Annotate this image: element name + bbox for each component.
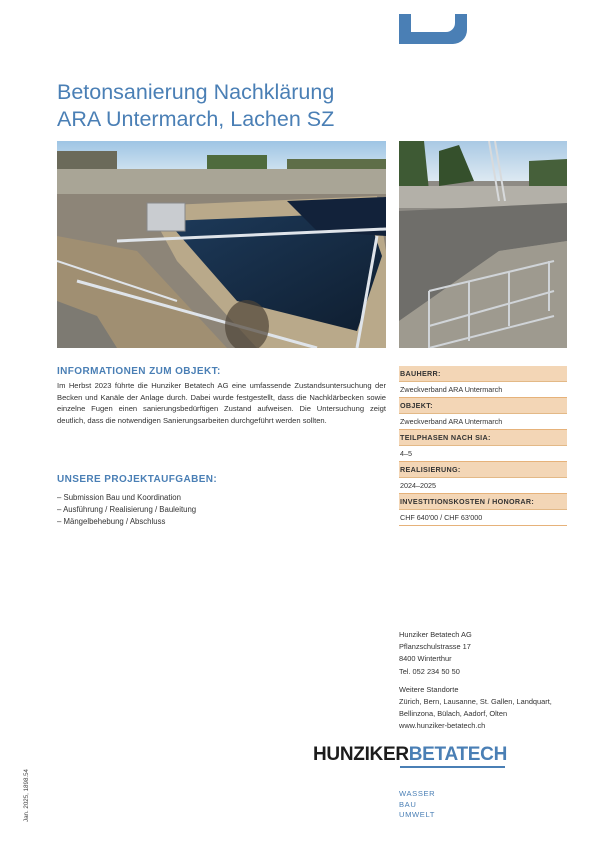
- brand-tab-mark: [399, 14, 467, 44]
- fact-label-teilphasen: TEILPHASEN NACH SIA:: [399, 430, 567, 446]
- website-link[interactable]: www.hunziker-betatech.ch: [399, 721, 486, 731]
- service-environment: UMWELT: [399, 810, 435, 820]
- contact-city: 8400 Winterthur: [399, 654, 452, 664]
- logo-part-hunziker: HUNZIKER: [313, 744, 409, 765]
- logo-part-betatech: BETATECH: [408, 744, 507, 765]
- locations-line1: Zürich, Bern, Lausanne, St. Gallen, Landquart,: [399, 697, 552, 707]
- contact-block: [399, 629, 569, 733]
- fact-label-bauherr: BAUHERR:: [399, 366, 567, 382]
- project-facts-table: [399, 366, 567, 526]
- locations-line2: Bellinzona, Bülach, Aadorf, Olten: [399, 709, 508, 719]
- page-title: [57, 79, 477, 133]
- list-item: – Submission Bau und Koordination: [57, 493, 181, 502]
- fact-value-kosten: CHF 640'00 / CHF 63'000: [399, 510, 567, 526]
- locations-heading: Weitere Standorte: [399, 684, 459, 694]
- service-construction: BAU: [399, 799, 417, 809]
- company-logo: [313, 744, 507, 766]
- service-water: WASSER: [399, 789, 436, 798]
- fact-label-objekt: OBJEKT:: [399, 398, 567, 414]
- contact-street: Pflanzschulstrasse 17: [399, 642, 471, 652]
- fact-value-teilphasen: 4–5: [399, 446, 567, 462]
- list-item: – Ausführung / Realisierung / Bauleitung: [57, 505, 197, 515]
- photo-empty-basin-scaffold: [399, 141, 567, 348]
- page-title-line1: Betonsanierung Nachklärung: [57, 80, 335, 104]
- document-code: Jan. 2025, 1898.54: [23, 769, 30, 822]
- fact-value-realisierung: 2024–2025: [399, 478, 567, 494]
- tasks-heading: UNSERE PROJEKTAUFGABEN:: [57, 474, 218, 485]
- contact-phone: Tel. 052 234 50 50: [399, 666, 460, 676]
- logo-underline: [400, 766, 505, 768]
- info-text: Im Herbst 2023 führte die Hunziker Betatech AG eine umfassende Zustandsuntersuchung der Becken und Kanäle der Anlage durch. Dabei wurde festgestellt, dass die Nachklärbecken sowie einzelne Fugen einen sanierungsbedürftigen Zustand aufweisen. Die Untersuchung zeigt deutlich, dass die notwendigen Sanierungsarbeiten durchgeführt werden sollten.: [57, 381, 386, 425]
- fact-value-objekt: Zweckverband ARA Untermarch: [399, 414, 567, 430]
- list-item: – Mängelbehebung / Abschluss: [57, 517, 166, 527]
- services-list: [399, 789, 435, 821]
- info-heading: INFORMATIONEN ZUM OBJEKT:: [57, 366, 221, 377]
- photo-clarifier-basins: [57, 141, 386, 348]
- page-title-line2: ARA Untermarch, Lachen SZ: [57, 107, 335, 131]
- fact-label-kosten: INVESTITIONSKOSTEN / HONORAR:: [399, 494, 567, 510]
- tasks-list: [57, 492, 196, 529]
- fact-value-bauherr: Zweckverband ARA Untermarch: [399, 382, 567, 398]
- contact-company: Hunziker Betatech AG: [399, 630, 472, 639]
- fact-label-realisierung: REALISIERUNG:: [399, 462, 567, 478]
